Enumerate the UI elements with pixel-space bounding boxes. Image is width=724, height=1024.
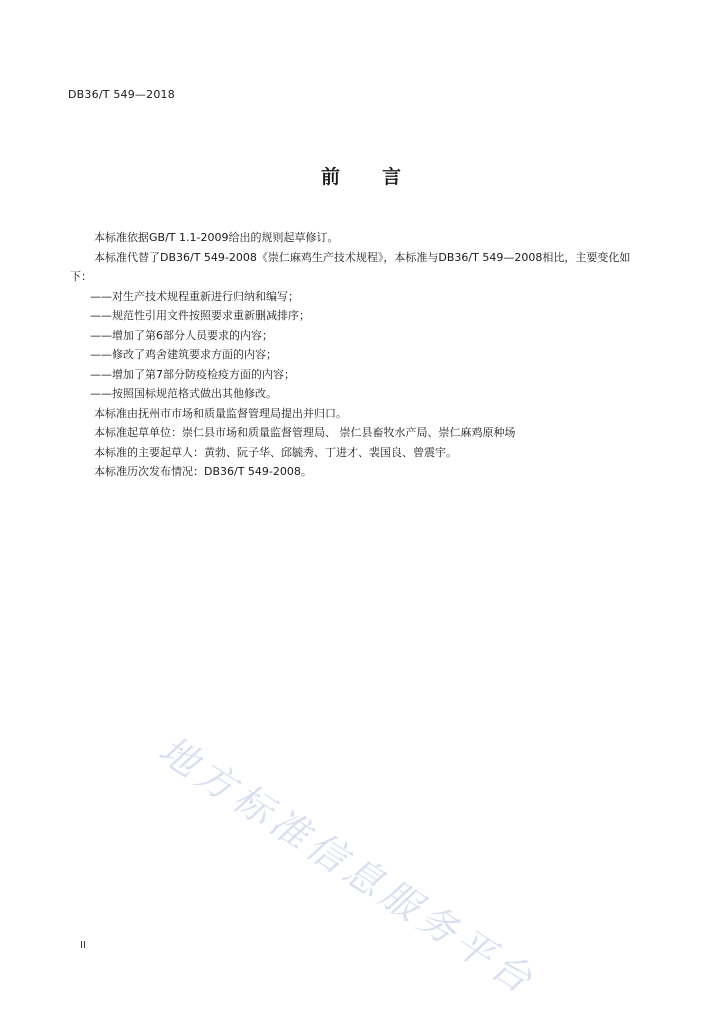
paragraph-drafters: 本标准的主要起草人：黄勃、阮子华、邱毓秀、丁进才、裴国良、曾震宇。	[94, 445, 457, 459]
paragraph-replaces: 本标准代替了DB36/T 549-2008《崇仁麻鸡生产技术规程》，本标准与DB36/T 549—2008相比，主要变化如下：	[70, 250, 631, 283]
change-item: ——增加了第7部分防疫检疫方面的内容；	[90, 367, 295, 381]
paragraph-history: 本标准历次发布情况：DB36/T 549-2008。	[94, 465, 312, 478]
change-item: ——修改了鸡舍建筑要求方面的内容；	[90, 348, 277, 361]
document-body	[70, 228, 640, 482]
watermark: 地方标准信息服务平台	[151, 727, 545, 1005]
paragraph-proposer: 本标准由抚州市市场和质量监督管理局提出并归口。	[94, 406, 347, 420]
title-char-1: 前	[320, 166, 342, 188]
paragraph-basis: 本标准依据GB/T 1.1-2009给出的规则起草修订。	[94, 231, 339, 244]
change-item: ——增加了第6部分人员要求的内容；	[90, 328, 273, 342]
page-title	[0, 162, 724, 189]
document-code: DB36/T 549—2018	[68, 88, 175, 101]
change-item: ——按照国标规范格式做出其他修改。	[90, 387, 277, 400]
change-item: ——规范性引用文件按照要求重新删减排序；	[90, 309, 310, 322]
page-number: II	[80, 940, 86, 951]
change-item: ——对生产技术规程重新进行归纳和编写；	[90, 289, 299, 303]
paragraph-drafting-units: 本标准起草单位：崇仁县市场和质量监督管理局、 崇仁县畜牧水产局、崇仁麻鸡原种场	[94, 426, 516, 439]
title-char-2: 言	[382, 166, 404, 188]
